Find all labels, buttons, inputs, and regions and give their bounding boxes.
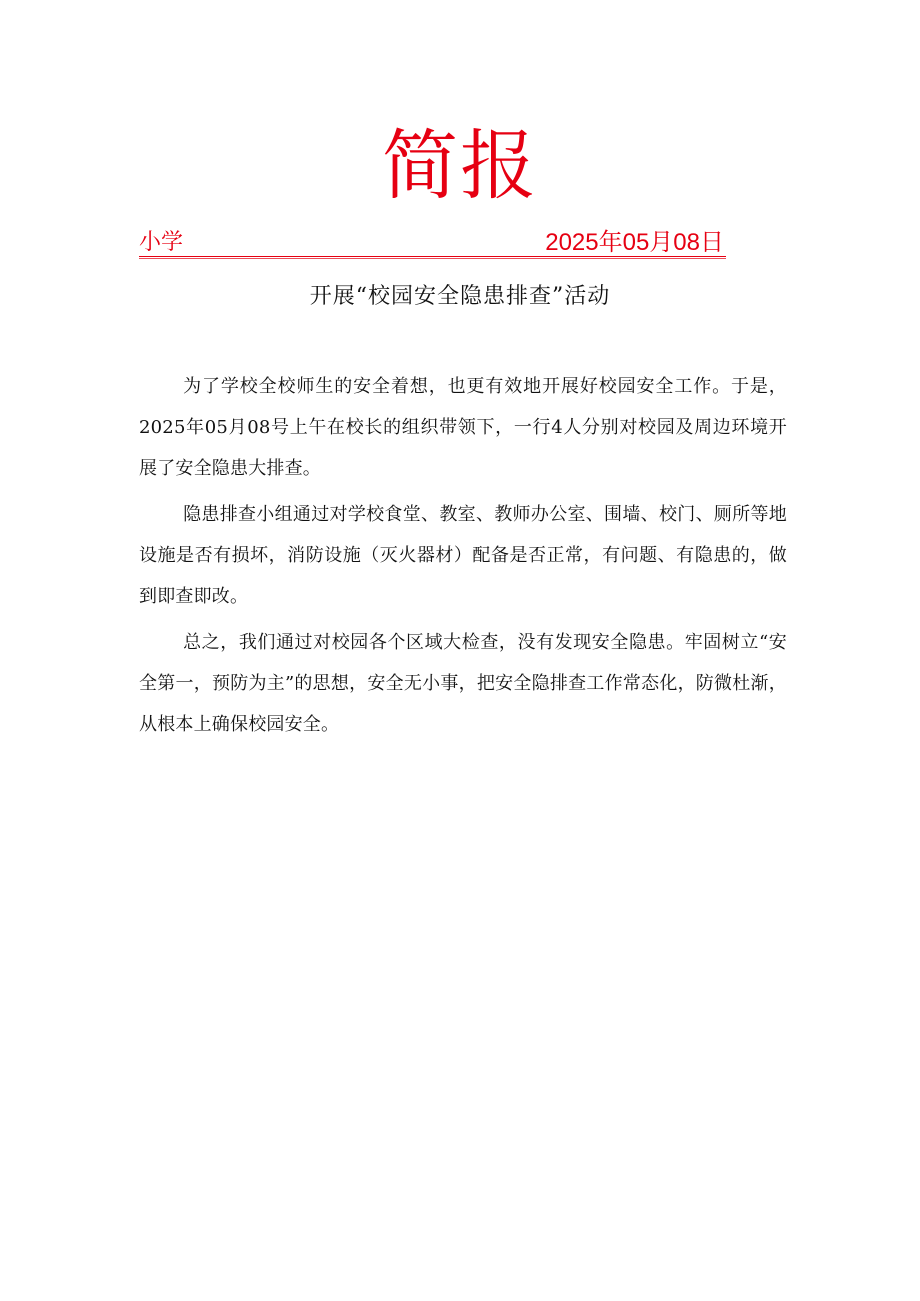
document-body — [139, 366, 787, 750]
masthead-date: 2025年05月08日 — [545, 229, 724, 256]
masthead-rule — [139, 256, 726, 257]
masthead-org: 小学 — [139, 230, 184, 255]
body-paragraph-3: 总之，我们通过对校园各个区域大检查，没有发现安全隐患。牢固树立“安全第一，预防为主”的思想，安全无小事，把安全隐排查工作常态化，防微杜渐，从根本上确保校园安全。 — [139, 632, 787, 735]
body-paragraph-2: 隐患排查小组通过对学校食堂、教室、教师办公室、围墙、校门、厕所等地设施是否有损坏，消防设施（灭火器材）配备是否正常，有问题、有隐患的，做到即查即改。 — [139, 504, 787, 607]
document-heading: 开展“校园安全隐患排查”活动 — [309, 284, 611, 309]
masthead-info-line — [139, 228, 726, 260]
masthead-rule-secondary — [139, 258, 726, 259]
body-paragraph-1: 为了学校全校师生的安全着想，也更有效地开展好校园安全工作。于是，2025年05月08号上午在校长的组织带领下，一行4人分别对校园及周边环境开展了安全隐患大排查。 — [139, 376, 787, 479]
masthead-title: 简报 — [382, 121, 538, 210]
